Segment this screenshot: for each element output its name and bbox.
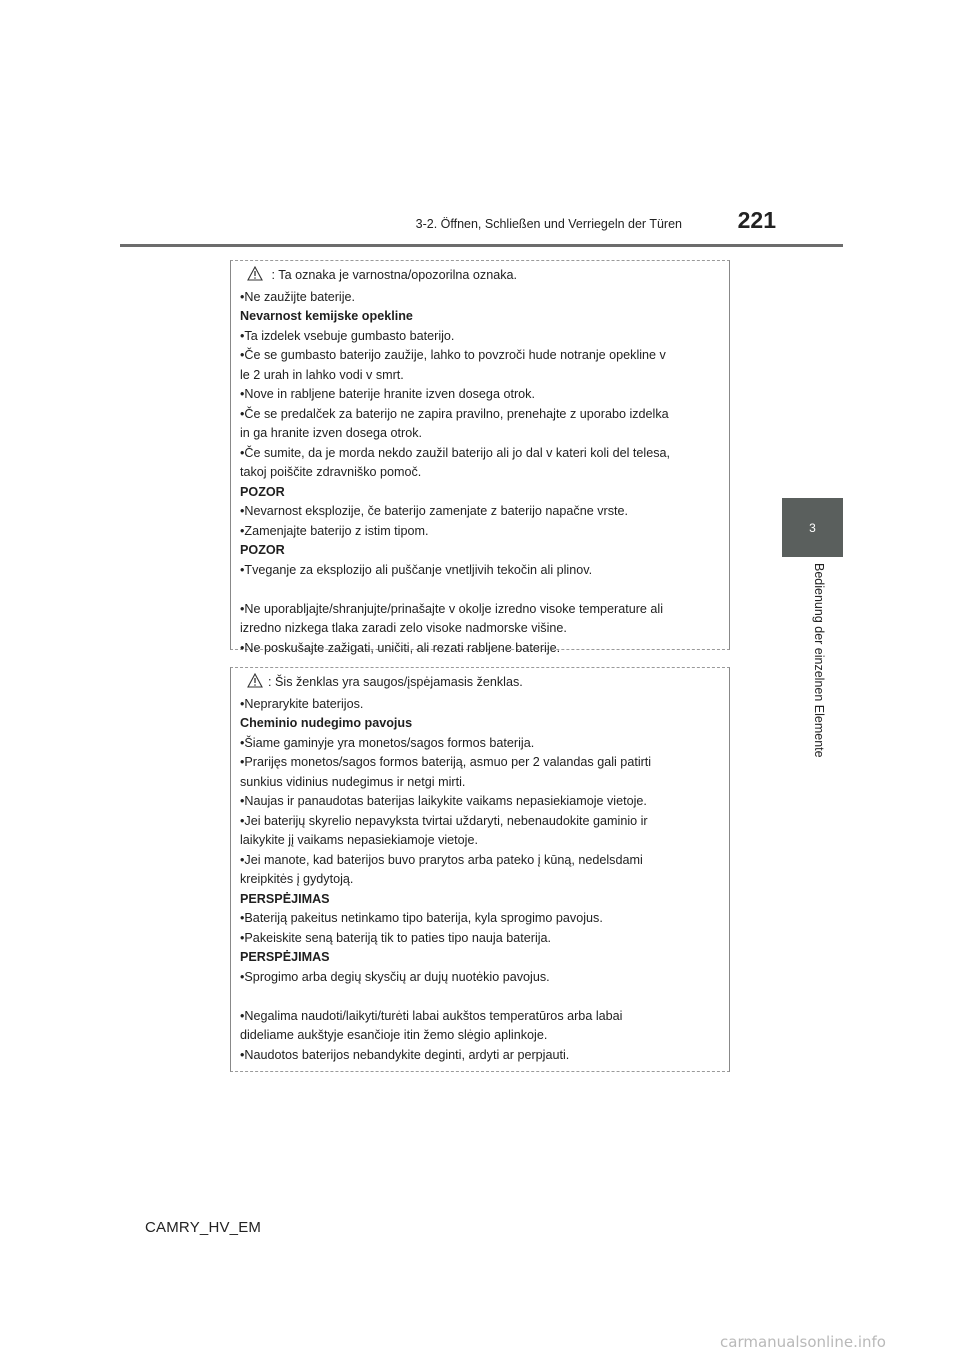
chapter-title: Bedienung der einzelnen Elemente — [812, 563, 826, 758]
warning-line: •Ta izdelek vsebuje gumbasto baterijo. — [240, 328, 455, 343]
warning-line: •Tveganje za eksplozijo ali puščanje vnetljivih tekočin ali plinov. — [240, 562, 593, 577]
warning-line: •Naujas ir panaudotas baterijas laikykite vaikams nepasiekiamoje vietoje. — [240, 794, 647, 808]
warning-line: •Če se gumbasto baterijo zaužije, lahko to povzroči hude notranje opekline v — [240, 348, 666, 362]
warning-line: dideliame aukštyje esančioje itin žemo slėgio aplinkoje. — [240, 1028, 548, 1042]
warning-line: sunkius vidinius nudegimus ir netgi mirti. — [240, 774, 466, 789]
header-divider — [120, 244, 843, 247]
warning-lines — [240, 288, 721, 659]
warning-line: •Sprogimo arba degių skysčių ar dujų nuotėkio pavojus. — [240, 969, 550, 984]
warning-line: takoj poiščite zdravniško pomoč. — [240, 465, 422, 479]
warning-heading: PERSPĖJIMAS — [240, 950, 330, 964]
warning-intro — [240, 673, 721, 695]
warning-intro — [240, 266, 721, 288]
warning-line: •Jei manote, kad baterijos buvo prarytos arba pateko į kūną, nedelsdami — [240, 852, 643, 867]
page-number: 221 — [737, 207, 776, 233]
warning-line: •Če se predalček za baterijo ne zapira pravilno, prenehajte z uporabo izdelka — [240, 406, 669, 421]
warning-line: •Jei baterijų skyrelio nepavyksta tvirtai uždaryti, nebenaudokite gaminio ir — [240, 813, 648, 828]
warning-line: izredno nizkega tlaka zaradi zelo visoke nadmorske višine. — [240, 621, 567, 635]
model-code: CAMRY_HV_EM — [145, 1219, 262, 1236]
warning-lines — [240, 695, 721, 1066]
warning-heading: POZOR — [240, 484, 285, 499]
warning-triangle-icon — [247, 266, 263, 288]
warning-line — [240, 580, 721, 600]
warning-line: •Nove in rabljene baterije hranite izven dosega otrok. — [240, 387, 535, 401]
warning-heading: Nevarnost kemijske opekline — [240, 309, 413, 323]
battery-warning-slovenian — [230, 260, 730, 655]
header-section-title: 3-2. Öffnen, Schließen und Verriegeln der Türen — [415, 217, 682, 231]
warning-heading: PERSPĖJIMAS — [240, 891, 330, 906]
warning-line: •Neprarykite baterijos. — [240, 696, 364, 711]
warning-line: •Ne zaužijte baterije. — [240, 289, 356, 304]
warning-line: •Negalima naudoti/laikyti/turėti labai aukštos temperatūros arba labai — [240, 1008, 623, 1023]
chapter-tab — [782, 498, 843, 557]
warning-line: •Prarijęs monetos/sagos formos bateriją, asmuo per 2 valandas gali patirti — [240, 755, 652, 769]
warning-line: •Bateriją pakeitus netinkamo tipo baterija, kyla sprogimo pavojus. — [240, 911, 603, 925]
warning-line: •Zamenjajte baterijo z istim tipom. — [240, 523, 429, 538]
battery-warning-lithuanian — [230, 667, 730, 1072]
warning-intro-text: : Ta oznaka je varnostna/opozorilna oznaka. — [268, 268, 518, 282]
warning-line: •Ne poskušajte zažigati, uničiti, ali rezati rabljene baterije. — [240, 640, 561, 655]
warning-line: •Naudotos baterijos nebandykite deginti, ardyti ar perpjauti. — [240, 1047, 570, 1062]
warning-line: in ga hranite izven dosega otrok. — [240, 426, 423, 440]
warning-line: •Če sumite, da je morda nekdo zaužil baterijo ali jo dal v kateri koli del telesa, — [240, 445, 671, 460]
warning-line: le 2 urah in lahko vodi v smrt. — [240, 367, 404, 382]
warning-triangle-icon — [247, 673, 263, 695]
chapter-number: 3 — [809, 520, 816, 535]
watermark: carmanualsonline.info — [720, 1333, 886, 1351]
warning-line: laikykite jį vaikams nepasiekiamoje vietoje. — [240, 833, 478, 847]
warning-line: •Šiame gaminyje yra monetos/sagos formos baterija. — [240, 735, 535, 750]
warning-line: kreipkitės į gydytoją. — [240, 872, 354, 886]
warning-heading: Cheminio nudegimo pavojus — [240, 716, 413, 730]
warning-intro-text: : Šis ženklas yra saugos/įspėjamasis ženklas. — [268, 675, 523, 689]
warning-line: •Pakeiskite seną bateriją tik to paties tipo nauja baterija. — [240, 930, 552, 945]
warning-line: •Nevarnost eksplozije, če baterijo zamenjate z baterijo napačne vrste. — [240, 504, 629, 518]
warning-line — [240, 987, 721, 1007]
warning-heading: POZOR — [240, 543, 285, 557]
warning-line: •Ne uporabljajte/shranjujte/prinašajte v okolje izredno visoke temperature ali — [240, 601, 664, 616]
